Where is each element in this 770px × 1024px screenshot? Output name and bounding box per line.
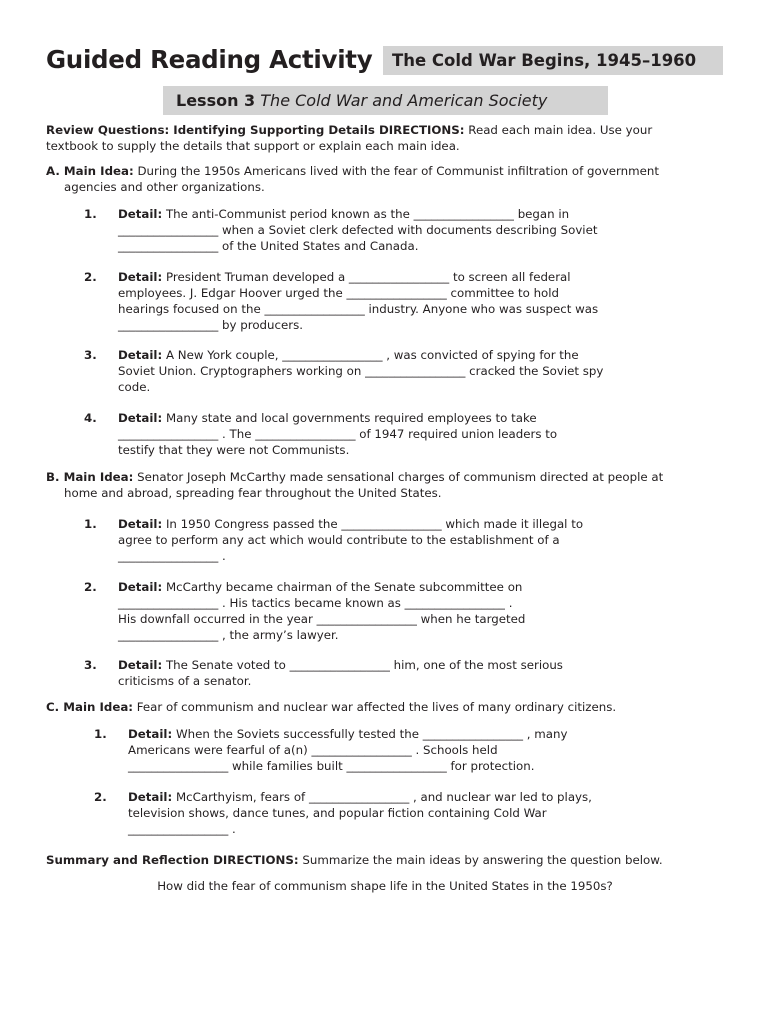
detail-label: Detail: [118, 580, 163, 594]
main-idea-c: C. Main Idea: Fear of communism and nuclear war affected the lives of many ordinary citizens. [46, 700, 617, 714]
detail-label: Detail: [118, 207, 163, 221]
detail-line [118, 238, 698, 254]
detail-text: _________________ by producers. [118, 318, 303, 332]
detail-text: _________________ while families built _________________ for protection. [128, 759, 535, 773]
detail-number: 2. [94, 790, 107, 804]
detail-item [118, 269, 698, 333]
lesson-label: Lesson 3 [176, 91, 256, 110]
detail-text: The Senate voted to _________________ him, one of the most serious [165, 658, 563, 672]
detail-line [118, 426, 698, 442]
detail-line [118, 410, 698, 426]
detail-text: _________________ . [118, 549, 226, 563]
detail-text: _________________ when a Soviet clerk defected with documents describing Soviet [118, 223, 598, 237]
detail-number: 2. [84, 270, 97, 284]
detail-line [118, 442, 698, 458]
detail-line [118, 579, 698, 595]
detail-line [118, 548, 698, 564]
detail-line [118, 317, 698, 333]
lesson-banner [163, 86, 608, 115]
detail-line [128, 789, 708, 805]
detail-item [118, 516, 698, 564]
detail-text: _________________ of the United States and Canada. [118, 239, 419, 253]
main-idea-b: B. Main Idea: Senator Joseph McCarthy made sensational charges of communism directed at people at home and abroad, spreading fear throughout the United States. [46, 470, 664, 500]
detail-number: 1. [84, 207, 97, 221]
detail-text: Many state and local governments required employees to take [165, 411, 537, 425]
detail-item [118, 657, 698, 689]
detail-text: testify that they were not Communists. [118, 443, 350, 457]
detail-line [118, 673, 698, 689]
detail-text: Soviet Union. Cryptographers working on _________________ cracked the Soviet spy [118, 364, 604, 378]
detail-line [128, 805, 708, 821]
detail-label: Detail: [118, 270, 163, 284]
detail-line [118, 222, 698, 238]
chapter-banner [383, 46, 723, 75]
detail-text: _________________ . [128, 822, 236, 836]
main-idea-a: A. Main Idea: During the 1950s Americans lived with the fear of Communist infiltration of government agencies and other organizations. [46, 164, 659, 194]
detail-label: Detail: [118, 517, 163, 531]
detail-item [128, 726, 708, 774]
detail-line [118, 301, 698, 317]
detail-item [118, 579, 698, 643]
detail-text: _________________ . His tactics became known as _________________ . [118, 596, 513, 610]
directions: Review Questions: Identifying Supporting Details DIRECTIONS: Read each main idea. Use your textbook to supply the details that support or explain each main idea. [46, 123, 653, 153]
detail-number: 3. [84, 348, 97, 362]
detail-line [118, 206, 698, 222]
summary-question: How did the fear of communism shape life in the United States in the 1950s? [157, 879, 613, 893]
detail-line [118, 516, 698, 532]
detail-number: 3. [84, 658, 97, 672]
detail-item [128, 789, 708, 837]
detail-line [118, 363, 698, 379]
detail-text: television shows, dance tunes, and popular fiction containing Cold War [128, 806, 547, 820]
detail-line [118, 347, 698, 363]
detail-text: McCarthy became chairman of the Senate subcommittee on [165, 580, 523, 594]
lesson-title: The Cold War and American Society [260, 91, 548, 110]
detail-label: Detail: [118, 348, 163, 362]
detail-label: Detail: [118, 658, 163, 672]
detail-item [118, 410, 698, 458]
detail-text: McCarthyism, fears of _________________ , and nuclear war led to plays, [175, 790, 592, 804]
detail-number: 4. [84, 411, 97, 425]
detail-line [118, 269, 698, 285]
detail-text: In 1950 Congress passed the _________________ which made it illegal to [165, 517, 584, 531]
detail-line [128, 726, 708, 742]
detail-item [118, 206, 698, 254]
detail-label: Detail: [128, 727, 173, 741]
detail-number: 1. [94, 727, 107, 741]
page-title: Guided Reading Activity [46, 45, 373, 74]
detail-line [118, 379, 698, 395]
detail-text: The anti-Communist period known as the _________________ began in [165, 207, 570, 221]
detail-text: A New York couple, _________________ , was convicted of spying for the [165, 348, 579, 362]
detail-line [118, 627, 698, 643]
detail-text: _________________ , the army’s lawyer. [118, 628, 339, 642]
detail-text: agree to perform any act which would contribute to the establishment of a [118, 533, 560, 547]
detail-number: 1. [84, 517, 97, 531]
detail-text: Americans were fearful of a(n) _________________ . Schools held [128, 743, 498, 757]
detail-line [118, 657, 698, 673]
detail-line [118, 611, 698, 627]
detail-label: Detail: [128, 790, 173, 804]
detail-text: criticisms of a senator. [118, 674, 252, 688]
detail-line [128, 758, 708, 774]
detail-line [118, 532, 698, 548]
detail-line [118, 595, 698, 611]
detail-text: _________________ . The _________________ of 1947 required union leaders to [118, 427, 558, 441]
detail-number: 2. [84, 580, 97, 594]
detail-line [118, 285, 698, 301]
detail-text: When the Soviets successfully tested the _________________ , many [175, 727, 568, 741]
detail-text: hearings focused on the _________________ industry. Anyone who was suspect was [118, 302, 599, 316]
detail-label: Detail: [118, 411, 163, 425]
detail-text: employees. J. Edgar Hoover urged the _________________ committee to hold [118, 286, 560, 300]
detail-line [128, 742, 708, 758]
detail-text: code. [118, 380, 151, 394]
chapter-title: The Cold War Begins, 1945–1960 [392, 51, 697, 70]
summary-directions: Summary and Reflection DIRECTIONS: Summarize the main ideas by answering the question below. [46, 853, 663, 867]
detail-text: President Truman developed a _________________ to screen all federal [165, 270, 571, 284]
detail-line [128, 821, 708, 837]
detail-text: His downfall occurred in the year _________________ when he targeted [118, 612, 526, 626]
detail-item [118, 347, 698, 395]
